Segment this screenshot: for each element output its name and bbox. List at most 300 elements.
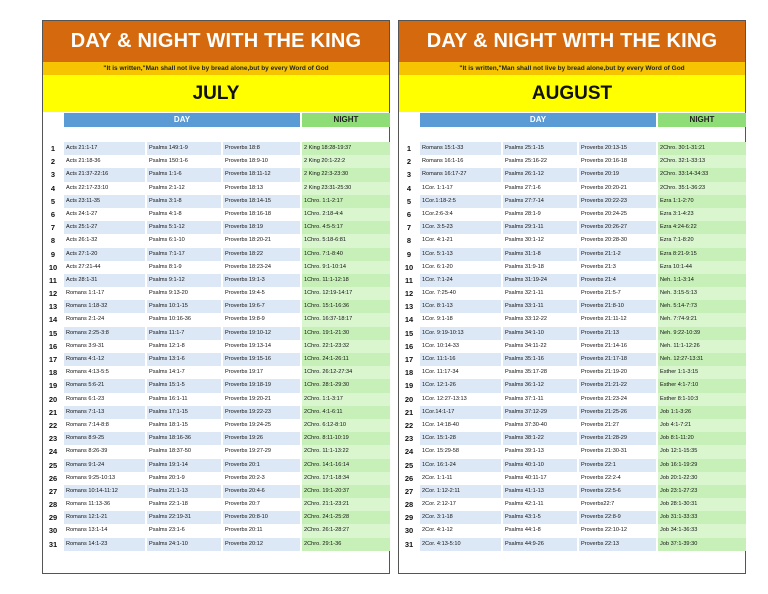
old-testament-reading: 1Chro. 7:1-8:40: [302, 248, 390, 261]
psalms-reading: Psalms 6:1-10: [149, 237, 185, 244]
table-row: [43, 142, 389, 155]
new-testament-reading: Romans 8:26-39: [66, 448, 108, 455]
psalms-reading: Psalms 20:1-9: [149, 474, 185, 481]
new-testament-reading: 1Cor. 9:19-10:13: [420, 327, 501, 340]
psalms-reading: Psalms 29:1-11: [503, 221, 577, 234]
month-title: JULY: [43, 75, 389, 112]
day-number: 29: [404, 513, 414, 523]
psalms-reading: Psalms 25:16-22: [505, 158, 547, 165]
proverbs-reading: Proverbs 18:22: [223, 248, 300, 261]
day-number: 8: [50, 236, 56, 246]
day-number: 30: [48, 526, 58, 536]
psalms-reading: Psalms 36:1-12: [503, 379, 577, 392]
day-number: 11: [405, 275, 413, 285]
old-testament-reading: 2Chro. 32:1-33:13: [658, 155, 746, 168]
table-row: [399, 208, 745, 221]
day-number: 9: [50, 249, 56, 259]
psalms-reading: Psalms 13:1-6: [147, 353, 221, 366]
proverbs-reading: Proverbs 21:19-20: [581, 369, 628, 376]
psalms-reading: Psalms 22:19-31: [147, 511, 221, 524]
psalms-reading: Psalms 27:1-6: [505, 184, 541, 191]
table-row: [43, 234, 389, 247]
new-testament-reading: Romans 7:1-13: [64, 406, 145, 419]
psalms-reading: Psalms 3:1-8: [147, 195, 221, 208]
old-testament-reading: 1Chro. 24:1-26:11: [302, 353, 390, 366]
proverbs-reading: Proverbs 22:13: [579, 538, 656, 551]
day-number: 31: [48, 539, 58, 549]
day-number: 11: [49, 275, 57, 285]
new-testament-reading: 2Cor. 3:1-18: [420, 511, 501, 524]
table-row: [399, 379, 745, 392]
new-testament-reading: Romans 1:1-17: [66, 290, 105, 297]
old-testament-reading: 2Chro. 21:1-23:21: [302, 498, 390, 511]
old-testament-reading: 2 King 20:1-22:2: [302, 155, 390, 168]
day-number: 23: [404, 434, 414, 444]
table-row: [399, 155, 745, 168]
proverbs-reading: Proverbs 19:8-9: [225, 316, 265, 323]
old-testament-reading: 2 King 22:3-23:30: [302, 168, 390, 181]
psalms-reading: Psalms 1:1-6: [147, 168, 221, 181]
new-testament-reading: Romans 11:13-36: [66, 501, 111, 508]
old-testament-reading: 1Chro. 22:1-23:32: [302, 340, 390, 353]
proverbs-reading: Proverbs 19:6-7: [223, 300, 300, 313]
psalms-reading: Psalms 26:1-12: [503, 168, 577, 181]
new-testament-reading: Romans 10:14-11:12: [64, 485, 145, 498]
psalms-reading: Psalms 19:1-14: [147, 459, 221, 472]
old-testament-reading: 2Chro. 35:1-36:23: [658, 182, 746, 195]
day-number: 2: [50, 157, 56, 167]
new-testament-reading: 1Cor.2:6-3:4: [422, 210, 453, 217]
old-testament-reading: Neh. 1:1-3:14: [658, 274, 746, 287]
psalms-reading: Psalms 23:1-6: [149, 527, 185, 534]
new-testament-reading: Romans 9:1-24: [64, 459, 145, 472]
table-row: [399, 485, 745, 498]
old-testament-reading: Job 4:1-7:21: [658, 419, 746, 432]
new-testament-reading: 1Cor. 6:1-20: [422, 263, 453, 270]
old-testament-reading: Ezra 4:24-6:22: [658, 221, 746, 234]
table-row: [43, 208, 389, 221]
new-testament-reading: Acts 25:1-27: [64, 221, 145, 234]
table-row: [399, 287, 745, 300]
table-row: [399, 406, 745, 419]
psalms-reading: Psalms 10:1-15: [147, 300, 221, 313]
table-row: [399, 248, 745, 261]
proverbs-reading: Proverbs 22:10-12: [581, 527, 628, 534]
table-row: [43, 261, 389, 274]
table-row: [399, 313, 745, 326]
old-testament-reading: 1Chro. 15:1-16:36: [302, 300, 390, 313]
new-testament-reading: Acts 28:1-31: [64, 274, 145, 287]
day-number: 13: [48, 302, 58, 312]
old-testament-reading: Neh. 3:15-5:13: [658, 287, 746, 300]
new-testament-reading: Romans 12:1-21: [64, 511, 145, 524]
proverbs-reading: Proverbs 20:7: [225, 501, 260, 508]
proverbs-reading: Proverbs 20:2-3: [225, 474, 265, 481]
table-row: [43, 498, 389, 511]
proverbs-reading: Proverbs 18:11-12: [223, 168, 300, 181]
table-row: [399, 472, 745, 485]
old-testament-reading: Job 12:1-15:35: [658, 445, 746, 458]
old-testament-reading: Job 1:1-3:26: [658, 406, 746, 419]
new-testament-reading: 1Cor. 12:27-13:13: [422, 395, 467, 402]
day-number: 25: [404, 460, 414, 470]
day-number: 18: [48, 368, 58, 378]
old-testament-reading: Neh. 9:22-10:39: [658, 327, 746, 340]
new-testament-reading: 2Cor. 2:12-17: [422, 501, 456, 508]
proverbs-reading: Proverbs 21:13: [579, 327, 656, 340]
old-testament-reading: 1Chro. 5:18-6:81: [302, 234, 390, 247]
psalms-reading: Psalms 32:1-11: [505, 290, 544, 297]
new-testament-reading: 1Cor. 7:1-24: [420, 274, 501, 287]
proverbs-reading: Proverbs 19:24-25: [225, 421, 272, 428]
table-row: [399, 366, 745, 379]
day-number: 27: [48, 486, 58, 496]
day-number: 18: [404, 368, 414, 378]
old-testament-reading: Job 31:1-33:33: [658, 511, 746, 524]
new-testament-reading: Romans 5:6-21: [64, 379, 145, 392]
psalms-reading: Psalms 14:1-7: [149, 369, 185, 376]
table-row: [43, 459, 389, 472]
proverbs-reading: Proverbs 20:4-6: [223, 485, 300, 498]
table-row: [399, 459, 745, 472]
new-testament-reading: Acts 23:11-35: [64, 195, 145, 208]
psalms-reading: Psalms 16:1-11: [149, 395, 188, 402]
psalms-reading: Psalms 18:16-36: [147, 432, 221, 445]
august-reading-plan: [398, 20, 746, 574]
day-number: 19: [404, 381, 414, 391]
table-row: [43, 485, 389, 498]
new-testament-reading: 1Cor. 4:1-21: [422, 237, 453, 244]
day-number: 7: [50, 223, 56, 233]
old-testament-reading: Neh. 5:14-7:73: [658, 300, 746, 313]
new-testament-reading: 2Cor. 4:1-12: [422, 527, 453, 534]
psalms-reading: Psalms 8:1-9: [149, 263, 182, 270]
reading-table: [43, 142, 389, 551]
psalms-reading: Psalms 38:1-22: [503, 432, 577, 445]
proverbs-reading: Proverbs 21:4: [579, 274, 656, 287]
new-testament-reading: Romans 7:14-8:8: [66, 421, 109, 428]
new-testament-reading: Acts 21:18-36: [66, 158, 101, 165]
old-testament-reading: 2Chro. 26:1-28:27: [302, 524, 390, 537]
old-testament-reading: Job 8:1-11:20: [658, 432, 746, 445]
old-testament-reading: Ezra 1:1-2:70: [658, 195, 746, 208]
day-number: 17: [48, 355, 58, 364]
day-number: 12: [48, 289, 58, 299]
day-number: 5: [406, 196, 412, 206]
old-testament-reading: 1Chro. 2:18-4:4: [302, 208, 390, 221]
old-testament-reading: 2Chro. 6:12-8:10: [302, 419, 390, 432]
old-testament-reading: Job 20:1-22:30: [658, 472, 746, 485]
day-number: 10: [48, 262, 58, 272]
psalms-reading: Psalms 11:1-7: [147, 327, 221, 340]
table-row: [399, 524, 745, 537]
proverbs-reading: Proverbs 21:27: [581, 421, 619, 428]
day-number: 28: [404, 500, 414, 510]
psalms-reading: Psalms 12:1-8: [149, 342, 185, 349]
psalms-reading: Psalms 42:1-11: [505, 501, 544, 508]
old-testament-reading: Ezra 8:21-9:15: [658, 248, 746, 261]
proverbs-reading: Proverbs 21:23-24: [581, 395, 628, 402]
table-row: [399, 538, 745, 551]
psalms-reading: Psalms 25:1-15: [503, 142, 577, 155]
day-number: 26: [404, 473, 414, 483]
table-row: [399, 327, 745, 340]
proverbs-reading: Proverbs 21:11-12: [581, 316, 627, 323]
proverbs-reading: Proverbs 19:20-21: [225, 395, 272, 402]
proverbs-reading: Proverbs 21:1-2: [579, 248, 656, 261]
day-number: 20: [404, 394, 414, 404]
table-row: [43, 379, 389, 392]
proverbs-reading: Proverbs 21:25-26: [579, 406, 656, 419]
psalms-reading: Psalms 24:1-10: [147, 538, 221, 551]
old-testament-reading: Ezra 7:1-8:20: [658, 234, 746, 247]
table-row: [43, 287, 389, 300]
new-testament-reading: Acts 22:17-23:10: [66, 184, 109, 191]
day-column-header: DAY: [420, 113, 656, 127]
proverbs-reading: Proverbs 20:19: [579, 168, 656, 181]
old-testament-reading: 1Chro. 28:1-29:30: [302, 379, 390, 392]
psalms-reading: Psalms 5:1-12: [147, 221, 221, 234]
proverbs-reading: Proverbs 18:9-10: [225, 158, 268, 165]
table-row: [43, 406, 389, 419]
table-row: [43, 168, 389, 181]
psalms-reading: Psalms 44:1-8: [505, 527, 541, 534]
plan-title: DAY & NIGHT WITH THE KING: [43, 21, 389, 62]
old-testament-reading: 2Chro. 1:1-3:17: [302, 393, 390, 406]
table-row: [43, 182, 389, 195]
old-testament-reading: 2Chro. 4:1-6:11: [302, 406, 390, 419]
old-testament-reading: Job 28:1-30:31: [658, 498, 746, 511]
day-number: 17: [404, 355, 414, 364]
night-column-header: NIGHT: [302, 113, 390, 127]
day-number: 23: [48, 434, 58, 444]
proverbs-reading: Proverbs 21:17-18: [579, 353, 656, 366]
new-testament-reading: Romans 9:25-10:13: [66, 474, 116, 481]
table-row: [399, 419, 745, 432]
new-testament-reading: 1Cor. 10:14-33: [422, 342, 460, 349]
psalms-reading: Psalms 27:7-14: [503, 195, 577, 208]
new-testament-reading: 1Cor.14:1-17: [420, 406, 501, 419]
psalms-reading: Psalms 31:9-18: [505, 263, 544, 270]
day-number: 24: [48, 447, 58, 457]
new-testament-reading: 1Cor. 15:1-28: [420, 432, 501, 445]
psalms-reading: Psalms 15:1-5: [147, 379, 221, 392]
proverbs-reading: Proverbs 19:15-16: [223, 353, 300, 366]
column-headers: [399, 113, 745, 127]
table-row: [43, 155, 389, 168]
proverbs-reading: Proverbs 21:14-16: [581, 342, 628, 349]
plan-subtitle: "It is written,"Man shall not live by bread alone,but by every Word of God: [399, 62, 745, 75]
psalms-reading: Psalms 41:1-13: [503, 485, 577, 498]
psalms-reading: Psalms 22:1-18: [149, 501, 188, 508]
day-number: 26: [48, 473, 58, 483]
proverbs-reading: Proverbs 22:8-9: [579, 511, 656, 524]
day-number: 15: [404, 328, 414, 338]
psalms-reading: Psalms 28:1-9: [505, 210, 541, 217]
old-testament-reading: 1Chro. 16:37-18:17: [302, 313, 390, 326]
proverbs-reading: Proverbs 18:19: [223, 221, 300, 234]
psalms-reading: Psalms 149:1-9: [147, 142, 221, 155]
psalms-reading: Psalms 40:11-17: [505, 474, 547, 481]
new-testament-reading: 1Cor. 15:29-58: [422, 448, 460, 455]
new-testament-reading: Romans 6:1-23: [66, 395, 105, 402]
old-testament-reading: 1Chro. 12:19-14:17: [302, 287, 390, 300]
new-testament-reading: Romans 16:17-27: [420, 168, 501, 181]
day-number: 4: [406, 183, 412, 193]
old-testament-reading: Job 16:1-19:29: [658, 459, 746, 472]
proverbs-reading: Proverbs 20:22-23: [579, 195, 656, 208]
proverbs-reading: Proverbs 20:24-25: [581, 210, 628, 217]
day-number: 3: [406, 170, 412, 180]
day-number: 15: [48, 328, 58, 338]
new-testament-reading: 1Cor. 16:1-24: [420, 459, 501, 472]
psalms-reading: Psalms 4:1-8: [149, 210, 182, 217]
proverbs-reading: Proverbs 20:26-27: [579, 221, 656, 234]
table-row: [43, 195, 389, 208]
day-number: 21: [48, 407, 58, 417]
old-testament-reading: 1Chro. 9:1-10:14: [302, 261, 390, 274]
psalms-reading: Psalms 35:17-28: [505, 369, 547, 376]
proverbs-reading: Proverbs 20:20-21: [581, 184, 628, 191]
day-number: 14: [48, 315, 58, 325]
day-number: 4: [50, 183, 56, 193]
old-testament-reading: 2Chro. 30:1-31:21: [658, 142, 746, 155]
old-testament-reading: 2Chro. 19:1-20:37: [302, 485, 390, 498]
day-number: 5: [50, 196, 56, 206]
proverbs-reading: Proverbs 20:13-15: [579, 142, 656, 155]
table-row: [43, 445, 389, 458]
day-number: 13: [404, 302, 414, 312]
old-testament-reading: 2Chro. 33:14-34:33: [658, 168, 746, 181]
new-testament-reading: Romans 2:1-24: [66, 316, 105, 323]
table-row: [43, 419, 389, 432]
new-testament-reading: Romans 1:18-32: [64, 300, 145, 313]
new-testament-reading: Romans 8:9-25: [64, 432, 145, 445]
new-testament-reading: 1Cor. 12:1-26: [420, 379, 501, 392]
day-number: 10: [404, 262, 414, 272]
psalms-reading: Psalms 30:1-12: [505, 237, 544, 244]
reading-table: [399, 142, 745, 551]
psalms-reading: Psalms 39:1-13: [505, 448, 544, 455]
proverbs-reading: Proverbs 22:2-4: [581, 474, 621, 481]
old-testament-reading: Esther 8:1-10:3: [658, 393, 746, 406]
old-testament-reading: Esther 4:1-7:10: [658, 379, 746, 392]
day-number: 22: [48, 420, 58, 430]
table-row: [43, 248, 389, 261]
day-number: 27: [404, 486, 414, 496]
proverbs-reading: Proverbs 21:28-29: [579, 432, 656, 445]
old-testament-reading: 2Chro. 29:1-36: [302, 538, 390, 551]
new-testament-reading: 1Cor. 3:5-23: [420, 221, 501, 234]
day-number: 3: [50, 170, 56, 180]
new-testament-reading: 1Cor.1:18-2:5: [420, 195, 501, 208]
day-number: 22: [404, 420, 414, 430]
old-testament-reading: 1Chro. 4:5-5:17: [302, 221, 390, 234]
old-testament-reading: Esther 1:1-3:15: [658, 366, 746, 379]
new-testament-reading: 2Cor. 1:12-2:11: [420, 485, 501, 498]
proverbs-reading: Proverbs 18:20-21: [225, 237, 272, 244]
proverbs-reading: Proverbs 19:13-14: [225, 342, 272, 349]
table-row: [43, 313, 389, 326]
day-number: 2: [406, 157, 412, 167]
day-number: 21: [404, 407, 414, 417]
psalms-reading: Psalms 33:12-22: [505, 316, 547, 323]
table-row: [399, 142, 745, 155]
psalms-reading: Psalms 17:1-15: [147, 406, 221, 419]
table-row: [43, 472, 389, 485]
psalms-reading: Psalms 35:1-16: [503, 353, 577, 366]
day-number: 25: [48, 460, 58, 470]
day-number: 7: [406, 223, 412, 233]
psalms-reading: Psalms 43:1-5: [503, 511, 577, 524]
old-testament-reading: Ezra 10:1-44: [658, 261, 746, 274]
day-number: 6: [50, 209, 56, 219]
table-row: [43, 340, 389, 353]
table-row: [43, 353, 389, 366]
proverbs-reading: Proverbs 20:16-18: [581, 158, 628, 165]
table-row: [399, 340, 745, 353]
psalms-reading: Psalms 150:1-6: [149, 158, 188, 165]
night-column-header: NIGHT: [658, 113, 746, 127]
day-column-header: DAY: [64, 113, 300, 127]
new-testament-reading: Acts 21:37-22:16: [64, 168, 145, 181]
day-number: 29: [48, 513, 58, 523]
table-row: [399, 234, 745, 247]
proverbs-reading: Proverbs 21:30-31: [581, 448, 628, 455]
new-testament-reading: 1Cor. 9:1-18: [422, 316, 453, 323]
month-title: AUGUST: [399, 75, 745, 112]
new-testament-reading: Romans 14:1-23: [64, 538, 145, 551]
table-row: [399, 261, 745, 274]
new-testament-reading: Romans 13:1-14: [66, 527, 108, 534]
new-testament-reading: 2Cor. 4:13-5:10: [420, 538, 501, 551]
psalms-reading: Psalms 34:11-22: [505, 342, 547, 349]
table-row: [399, 432, 745, 445]
old-testament-reading: 2Chro. 14:1-16:14: [302, 459, 390, 472]
day-number: 30: [404, 526, 414, 536]
new-testament-reading: 1Cor. 7:25-40: [422, 290, 456, 297]
new-testament-reading: Acts 26:1-32: [66, 237, 98, 244]
old-testament-reading: 1Chro. 19:1-21:30: [302, 327, 390, 340]
day-number: 20: [48, 394, 58, 404]
proverbs-reading: Proverbs 21:21-22: [579, 379, 656, 392]
day-number: 9: [406, 249, 412, 259]
table-row: [43, 327, 389, 340]
psalms-reading: Psalms 37:1-11: [505, 395, 544, 402]
day-number: 28: [48, 500, 58, 510]
day-number: 24: [404, 447, 414, 457]
new-testament-reading: Romans 3:9-31: [66, 342, 105, 349]
new-testament-reading: Romans 16:1-16: [422, 158, 464, 165]
psalms-reading: Psalms 37:30-40: [505, 421, 547, 428]
proverbs-reading: Proverbs 22:1: [579, 459, 656, 472]
proverbs-reading: Proverbs 19:22-23: [223, 406, 300, 419]
old-testament-reading: 2 King 18:28-19:37: [302, 142, 390, 155]
table-row: [399, 168, 745, 181]
proverbs-reading: Proverbs 22:5-6: [579, 485, 656, 498]
proverbs-reading: Proverbs 20:1: [223, 459, 300, 472]
old-testament-reading: Job 37:1-39:30: [658, 538, 746, 551]
table-row: [43, 300, 389, 313]
psalms-reading: Psalms 21:1-13: [147, 485, 221, 498]
psalms-reading: Psalms 33:1-11: [503, 300, 577, 313]
old-testament-reading: 1Chro. 11:1-12:18: [302, 274, 390, 287]
proverbs-reading: Proverbs 18:23-24: [225, 263, 272, 270]
new-testament-reading: Acts 27:21-44: [66, 263, 101, 270]
table-row: [399, 182, 745, 195]
new-testament-reading: Romans 4:1-12: [64, 353, 145, 366]
table-row: [399, 300, 745, 313]
